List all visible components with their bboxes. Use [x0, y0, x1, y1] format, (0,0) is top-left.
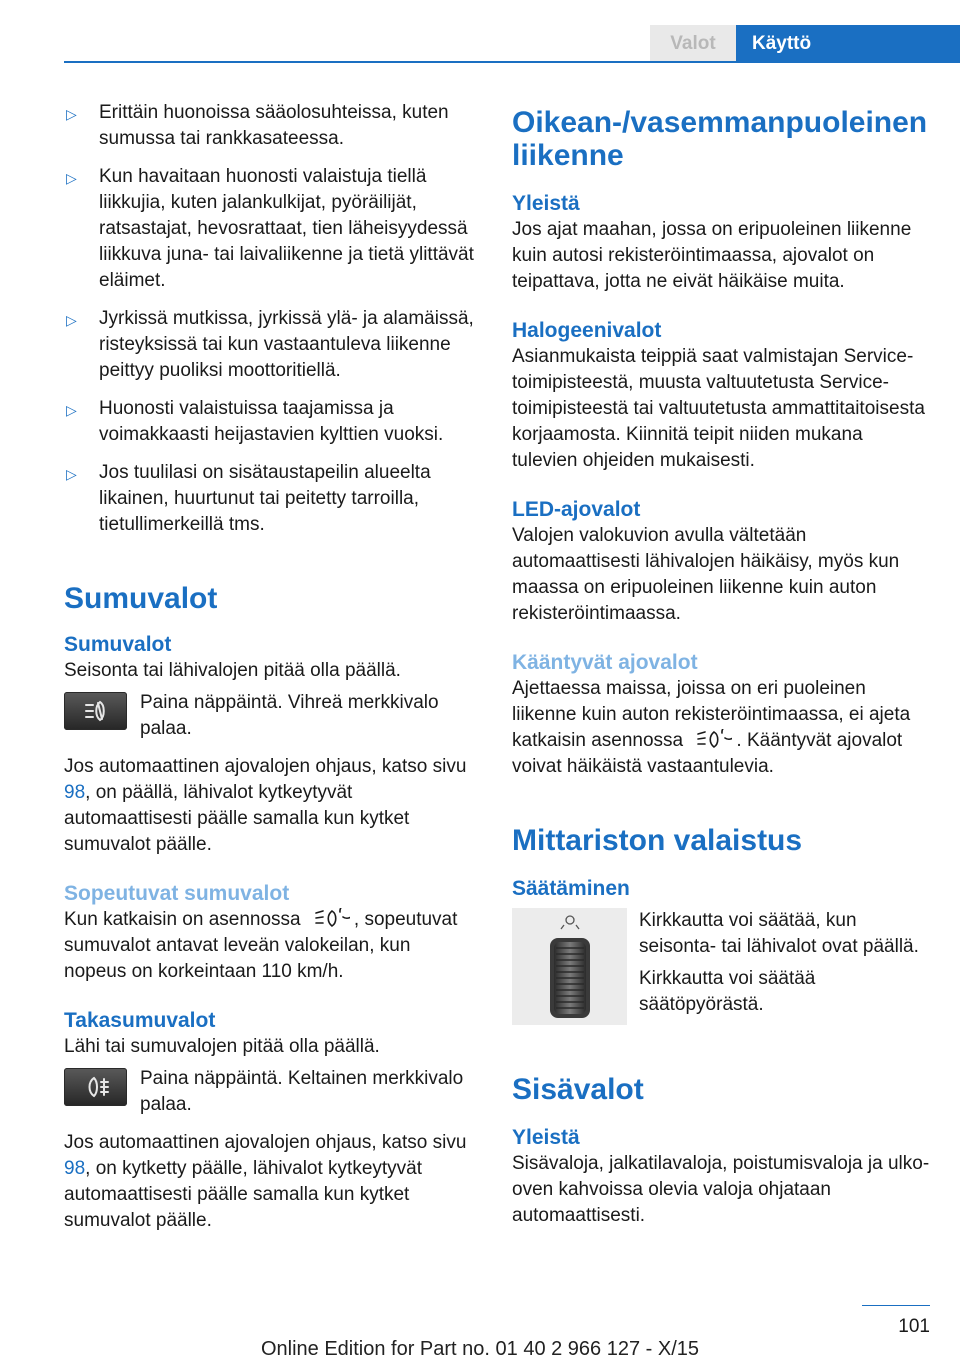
led-ajovalot-heading: LED-ajovalot	[512, 498, 641, 521]
conditions-list	[64, 100, 478, 538]
yleista-paragraph: Jos ajat maahan, jossa on eripuoleinen liikenne kuin autosi rekisteröintimaassa, ajovalot on teipattava, jotta ne eivät häikäise muita.	[512, 219, 912, 292]
rear-fog-button-row	[64, 1066, 478, 1118]
triangle-bullet-icon: ▷	[66, 106, 77, 122]
halogeenivalot-heading: Halogeenivalot	[512, 319, 662, 342]
list-item: ▷ Jos tuulilasi on sisätaustapeilin alueelta likainen, huurtunut tai peitetty tarroilla, tietullimerkeillä tms.	[66, 462, 431, 535]
kaantyvat-ajovalot-heading: Kääntyvät ajovalot	[512, 651, 698, 674]
mittariston-valaistus-heading: Mittariston valaistus	[512, 824, 803, 857]
auto-headlight-switch-icon	[310, 908, 350, 928]
takasumuvalot-requirement: Lähi tai sumuvalojen pitää olla päällä.	[64, 1036, 380, 1057]
footer-rule	[862, 1305, 930, 1306]
halogeenivalot-paragraph: Asianmukaista teippiä saat valmistajan Service-toimipisteestä, muusta valtuutetusta Service-toimipisteestä tai valtuutetusta ammattitaitoisesta korjaamosta. Kiinnitä teipit niiden mukana tulevien ohjeiden mukaisesti.	[512, 346, 925, 471]
triangle-bullet-icon: ▷	[66, 466, 77, 482]
saataminen-paragraph-1: Kirkkautta voi säätää, kun seisonta- tai lähivalot ovat päällä.	[639, 910, 919, 957]
saataminen-paragraph-2: Kirkkautta voi säätää säätöpyörästä.	[639, 968, 816, 1015]
list-item: ▷ Jyrkissä mutkissa, jyrkissä ylä- ja alamäissä, risteyksissä tai kun vastaantuleva liikenne peittyy puoliksi moottoritiellä.	[66, 308, 474, 381]
kaantyvat-ajovalot-paragraph: Ajettaessa maissa, joissa on eri puoleinen liikenne kuin auton rekisteröintimaassa, ei ajeta katkaisin asennossa . Kääntyvät ajovalot voivat häikäistä vastaantulevia.	[512, 678, 911, 777]
edition-footer: Online Edition for Part no. 01 40 2 966 127 - X/15	[260, 1338, 700, 1360]
triangle-bullet-icon: ▷	[66, 170, 77, 186]
sumuvalot-heading: Sumuvalot	[64, 582, 218, 615]
yleista-heading: Yleistä	[512, 192, 580, 215]
page-header	[0, 25, 960, 62]
saataminen-heading: Säätäminen	[512, 877, 630, 900]
chapter-tab-kaytto: Käyttö	[736, 25, 960, 62]
sopeutuvat-heading: Sopeutuvat sumuvalot	[64, 882, 290, 905]
rear-fog-light-button-icon	[64, 1068, 127, 1106]
sumuvalot-auto-paragraph: Jos automaattinen ajovalojen ohjaus, katso sivu 98, on päällä, lähivalot kytkeytyvät automaattisesti päälle samalla kun kytket sumuvalot päälle.	[64, 756, 467, 855]
sisavalot-yleista-heading: Yleistä	[512, 1126, 580, 1149]
dimmer-row	[512, 908, 930, 1025]
fog-light-button-text: Paina näppäintä. Vihreä merkkivalo palaa.	[140, 692, 439, 739]
auto-headlight-switch-icon	[692, 729, 732, 749]
sopeutuvat-paragraph: Kun katkaisin on asennossa , sopeutuvat sumuvalot antavat leveän valokeilan, kun nopeus on korkeintaan 110 km/h.	[64, 907, 478, 985]
dimmer-text	[639, 908, 930, 1018]
list-item: ▷ Kun havaitaan huonosti valaistuja tiellä liikkujia, kuten jalankulkijat, pyöräilijät, ratsastajat, hevosrattaat, tien läheisyydessä liikkuva juna- tai laivaliikenne ja tietä ylittävät eläimet.	[66, 166, 474, 291]
page-link-98[interactable]: 98	[64, 1158, 86, 1179]
page-link-98[interactable]: 98	[64, 782, 86, 803]
list-item: ▷ Huonosti valaistuissa taajamissa ja voimakkaasti heijastavien kylttien vuoksi.	[66, 398, 444, 445]
sisavalot-heading: Sisävalot	[512, 1073, 644, 1106]
traffic-side-heading: Oikean-/vasemmanpuoleinen liikenne	[512, 106, 928, 172]
page-number: 101	[898, 1316, 930, 1337]
front-fog-light-button-icon	[64, 692, 127, 730]
rear-fog-button-text: Paina näppäintä. Keltainen merkkivalo palaa.	[140, 1068, 464, 1115]
dimmer-wheel-icon	[512, 908, 627, 1025]
sumuvalot-subheading: Sumuvalot	[64, 633, 172, 656]
triangle-bullet-icon: ▷	[66, 312, 77, 328]
left-column	[64, 100, 478, 1234]
right-column	[512, 100, 930, 1229]
led-ajovalot-paragraph: Valojen valokuvion avulla vältetään automaattisesti lähivalojen häikäisy, myös kun maassa on eripuoleinen liikenne kuin auton rekisteröintimaassa.	[512, 525, 900, 624]
triangle-bullet-icon: ▷	[66, 402, 77, 418]
sumuvalot-requirement: Seisonta tai lähivalojen pitää olla päällä.	[64, 660, 401, 681]
fog-light-button-row	[64, 690, 478, 742]
takasumuvalot-auto-paragraph: Jos automaattinen ajovalojen ohjaus, katso sivu 98, on kytketty päälle, lähivalot kytkeytyvät automaattisesti päälle samalla kun kytket sumuvalot päälle.	[64, 1132, 467, 1231]
header-rule	[64, 61, 960, 63]
takasumuvalot-heading: Takasumuvalot	[64, 1009, 216, 1032]
sisavalot-paragraph: Sisävaloja, jalkatilavaloja, poistumisvaloja ja ulko-oven kahvoissa olevia valoja ohjataan automaattisesti.	[512, 1153, 930, 1226]
list-item: ▷ Erittäin huonoissa sääolosuhteissa, kuten sumussa tai rankkasateessa.	[66, 102, 449, 149]
section-tab-valot: Valot	[650, 25, 736, 62]
